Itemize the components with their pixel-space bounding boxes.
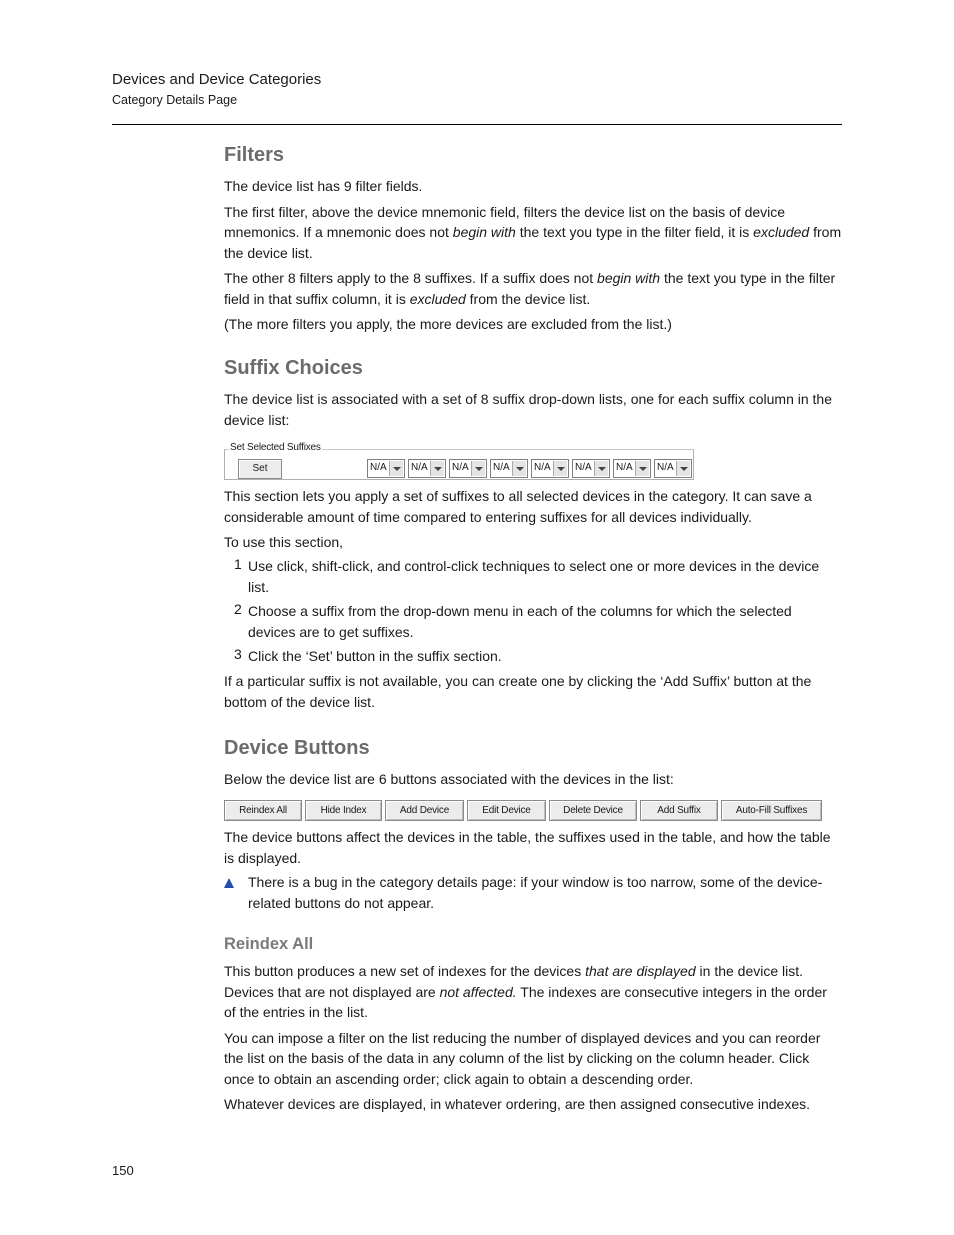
add-device-button[interactable]: Add Device <box>385 800 464 821</box>
filters-paragraph-1: The device list has 9 filter fields. <box>224 178 423 194</box>
device-buttons-paragraph-2: The device buttons affect the devices in the table, the suffixes used in the table, and how the table is displayed. <box>224 829 831 866</box>
step-number: 2 <box>234 601 242 617</box>
header-divider <box>112 124 842 125</box>
chevron-down-icon <box>389 461 403 476</box>
filters-heading: Filters <box>224 144 285 166</box>
filters-paragraph-3: The other 8 filters apply to the 8 suffixes. If a suffix does not begin with the text you type in the filter field in that suffix column, it is excluded from the device list. <box>224 270 836 307</box>
step-text: Click the ‘Set’ button in the suffix section. <box>248 648 502 664</box>
filters-paragraph-4: (The more filters you apply, the more devices are excluded from the list.) <box>224 316 672 332</box>
set-button[interactable]: Set <box>238 459 282 479</box>
filters-body <box>224 176 842 335</box>
reindex-body <box>224 961 842 1115</box>
suffix-paragraph-3: To use this section, <box>224 534 344 550</box>
chevron-down-icon <box>430 461 444 476</box>
suffix-paragraph-4: If a particular suffix is not available, you can create one by clicking the ‘Add Suffix’ button at the bottom of the device list. <box>224 673 812 710</box>
step-text: Choose a suffix from the drop-down menu in each of the columns for which the selected devices are to get suffixes. <box>248 603 792 640</box>
suffix-panel-frame <box>224 449 694 480</box>
filters-paragraph-2: The first filter, above the device mnemonic field, filters the device list on the basis of device mnemonics. If a mnemonic does not begin with the text you type in the filter field, it is excluded from the device list. <box>224 203 842 261</box>
set-selected-suffixes-panel <box>224 442 694 478</box>
suffix-select-5[interactable]: N/A <box>531 459 569 478</box>
suffix-select-3[interactable]: N/A <box>449 459 487 478</box>
step-number: 1 <box>234 556 242 572</box>
suffix-select-8[interactable]: N/A <box>654 459 692 478</box>
chevron-down-icon <box>594 461 608 476</box>
reindex-paragraph-3: Whatever devices are displayed, in whatever ordering, are then assigned consecutive indexes. <box>224 1096 810 1112</box>
running-header-subtitle: Category Details Page <box>112 93 238 107</box>
suffix-panel-legend: Set Selected Suffixes <box>230 442 321 453</box>
suffix-select-7[interactable]: N/A <box>613 459 651 478</box>
reindex-paragraph-2: You can impose a filter on the list reducing the number of displayed devices and you can reorder the list on the basis of the data in any column of the list by clicking on the column header. Click once to obtain an ascending order; click again to obtain a descending order. <box>224 1029 821 1087</box>
suffix-select-1[interactable]: N/A <box>367 459 405 478</box>
reindex-all-button[interactable]: Reindex All <box>224 800 302 821</box>
chevron-down-icon <box>676 461 690 476</box>
chevron-down-icon <box>512 461 526 476</box>
suffix-select-4[interactable]: N/A <box>490 459 528 478</box>
page-number: 150 <box>112 1163 134 1178</box>
suffix-paragraph-2: This section lets you apply a set of suffixes to all selected devices in the category. It can save a considerable amount of time compared to entering suffixes for all devices individually. <box>224 488 812 525</box>
reindex-paragraph-1: This button produces a new set of indexes for the devices that are displayed in the device list. Devices that are not displayed are not affected. The indexes are consecutive integers in the order of the entries in the list. <box>224 963 827 1020</box>
edit-device-button[interactable]: Edit Device <box>467 800 546 821</box>
suffix-description <box>224 486 842 553</box>
suffix-select-6[interactable]: N/A <box>572 459 610 478</box>
add-suffix-button[interactable]: Add Suffix <box>640 800 718 821</box>
suffix-select-2[interactable]: N/A <box>408 459 446 478</box>
chevron-down-icon <box>471 461 485 476</box>
bug-note: There is a bug in the category details page: if your window is too narrow, some of the device-related buttons do not appear. <box>248 874 823 911</box>
reindex-all-heading: Reindex All <box>224 935 314 953</box>
suffix-intro: The device list is associated with a set of 8 suffix drop-down lists, one for each suffix column in the device list: <box>224 391 833 428</box>
suffix-choices-heading: Suffix Choices <box>224 357 363 379</box>
auto-fill-suffixes-button[interactable]: Auto-Fill Suffixes <box>721 800 822 821</box>
hide-index-button[interactable]: Hide Index <box>305 800 382 821</box>
step-number: 3 <box>234 646 242 662</box>
running-header-title: Devices and Device Categories <box>112 71 322 88</box>
device-buttons-heading: Device Buttons <box>224 737 370 759</box>
warning-triangle-icon <box>224 878 234 888</box>
device-buttons-intro: Below the device list are 6 buttons associated with the devices in the list: <box>224 771 674 787</box>
chevron-down-icon <box>553 461 567 476</box>
delete-device-button[interactable]: Delete Device <box>549 800 637 821</box>
step-text: Use click, shift-click, and control-click techniques to select one or more devices in the device list. <box>248 558 820 595</box>
chevron-down-icon <box>635 461 649 476</box>
